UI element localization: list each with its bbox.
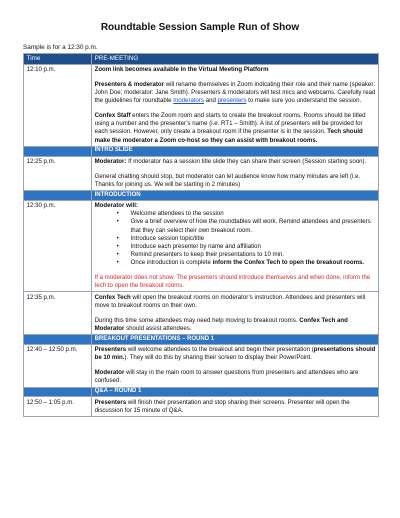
text: General chatting should stop, but moderator can let audience know how many minutes are left (i.e. Thanks for joining us. We will be starting in 2 minutes): [94, 172, 361, 188]
time-cell: 12:35 p.m.: [24, 292, 92, 335]
text-bold: Tech should make the moderator a Zoom co-host so they can assist with breakout rooms.: [94, 128, 363, 144]
text: will welcome attendees to the breakout and begin their presentation (: [126, 346, 314, 354]
text-bold: Presenters: [94, 398, 127, 406]
table-row: [24, 201, 379, 292]
text-bold: inform the Confex Tech to open the breakout rooms.: [212, 258, 365, 266]
section-title: BREAKOUT PRESENTATIONS – ROUND 1: [92, 335, 379, 345]
section-row-introduction: [24, 191, 379, 201]
section-title: Q&A – ROUND 1: [92, 387, 379, 397]
page-title: Roundtable Session Sample Run of Show: [100, 22, 300, 33]
section-title: INTRODUCTION: [92, 191, 379, 201]
text: If moderator has a session title slide they can share their screen (Session starting soon).: [126, 157, 367, 165]
text: will rename themselves in Zoom indicating their role and their name (speaker: John Doe; moderator: Jane Smith). Presenters & moderators will test mics and webcams. Carefully read the guidelines for roundtable: [94, 80, 376, 105]
text: will open the breakout rooms on moderator’s instruction. Attendees and presenters will move to breakout rooms on their own.: [94, 293, 366, 309]
table-row: [24, 64, 379, 146]
text: Once introduction is complete: [130, 258, 213, 266]
table-row: [24, 344, 379, 387]
list-item: • Give a brief overview of how the roundtables will work. Remind attendees and presenters that they can select their own breakout room.: [117, 218, 376, 234]
description-cell: [92, 344, 379, 387]
text-bold: Moderator:: [94, 157, 127, 165]
section-row-intro-slide: [24, 146, 379, 156]
section-time-cell: [24, 146, 92, 156]
description-cell: [92, 156, 379, 191]
text-bold: Moderator: [94, 369, 125, 377]
text-bold: Presenters: [94, 346, 127, 354]
list-item: • Introduce each presenter by name and affiliation: [117, 243, 376, 251]
text-bold: Confex Tech: [94, 293, 131, 301]
table-row: [24, 397, 379, 417]
text-bold: Moderator will:: [94, 202, 138, 210]
section-row-breakout-round-1: [24, 335, 379, 345]
time-cell: 12:10 p.m.: [24, 64, 92, 146]
moderator-task-list: [95, 210, 376, 267]
text: to make sure you understand the session.: [246, 97, 362, 105]
section-time-cell: [24, 387, 92, 397]
text: will finish their presentation and stop sharing their screens. Presenter will open the discussion for 15 minute of Q&A.: [94, 398, 350, 414]
time-column-header: Time: [24, 54, 92, 65]
text: should assist attendees.: [124, 324, 192, 332]
run-of-show-table: [23, 53, 379, 417]
time-cell: 12:25 p.m.: [24, 156, 92, 191]
warning-text: If a moderator does not show. The presenters should introduce themselves and when done, inform the tech to open the breakout rooms.: [94, 273, 371, 290]
text-bold: Moderator: [94, 324, 125, 332]
text-bold: Confex Staff: [94, 112, 131, 120]
moderators-guidelines-link[interactable]: moderators: [173, 97, 205, 105]
text-bold: Zoom link becomes available in the Virtual Meeting Platform: [94, 65, 269, 73]
list-item: [117, 259, 376, 267]
text-bold: presentations should be 10 min.: [94, 346, 376, 362]
section-time-cell: [24, 335, 92, 345]
description-cell: [92, 397, 379, 417]
description-cell: [92, 292, 379, 335]
text-bold: Presenters & moderator: [94, 80, 165, 88]
table-header-row: [24, 54, 379, 65]
description-cell: [92, 201, 379, 292]
text: During this time some attendees may need help moving to breakout rooms.: [94, 316, 300, 324]
list-item: • Welcome attendees to the session: [117, 210, 376, 218]
list-item: • Introduce session topic/title: [117, 235, 376, 243]
description-cell: [92, 64, 379, 146]
text: will stay in the main room to answer questions from presenters and attendees who are confused.: [94, 369, 359, 385]
section-row-qa-round-1: [24, 387, 379, 397]
time-cell: 12:40 – 12:50 p.m.: [24, 344, 92, 387]
list-item: • Remind presenters to keep their presentations to 10 min.: [117, 251, 376, 259]
page-subtitle: Sample is for a 12:30 p.m.: [23, 44, 98, 51]
text-bold: Confex Tech and: [299, 316, 348, 324]
text: and: [204, 97, 218, 105]
time-cell: 12:50 – 1:05 p.m.: [24, 397, 92, 417]
presenters-guidelines-link[interactable]: presenters: [217, 97, 247, 105]
section-header-pre-meeting: PRE-MEETING: [92, 54, 379, 65]
text: ). They will do this by sharing their screen to display their PowerPoint.: [124, 354, 312, 362]
section-title: INTRO SLIDE: [92, 146, 379, 156]
section-time-cell: [24, 191, 92, 201]
table-row: [24, 156, 379, 191]
time-cell: 12:30 p.m.: [24, 201, 92, 292]
table-row: [24, 292, 379, 335]
text: enters the Zoom room and starts to create the breakout rooms. Rooms should be titled using a number and the presenter’s name (i.e. RT1 – Smith). A list of presenters will be provided for each session. However, only create a breakout room if the presenter is in the session.: [94, 112, 366, 136]
